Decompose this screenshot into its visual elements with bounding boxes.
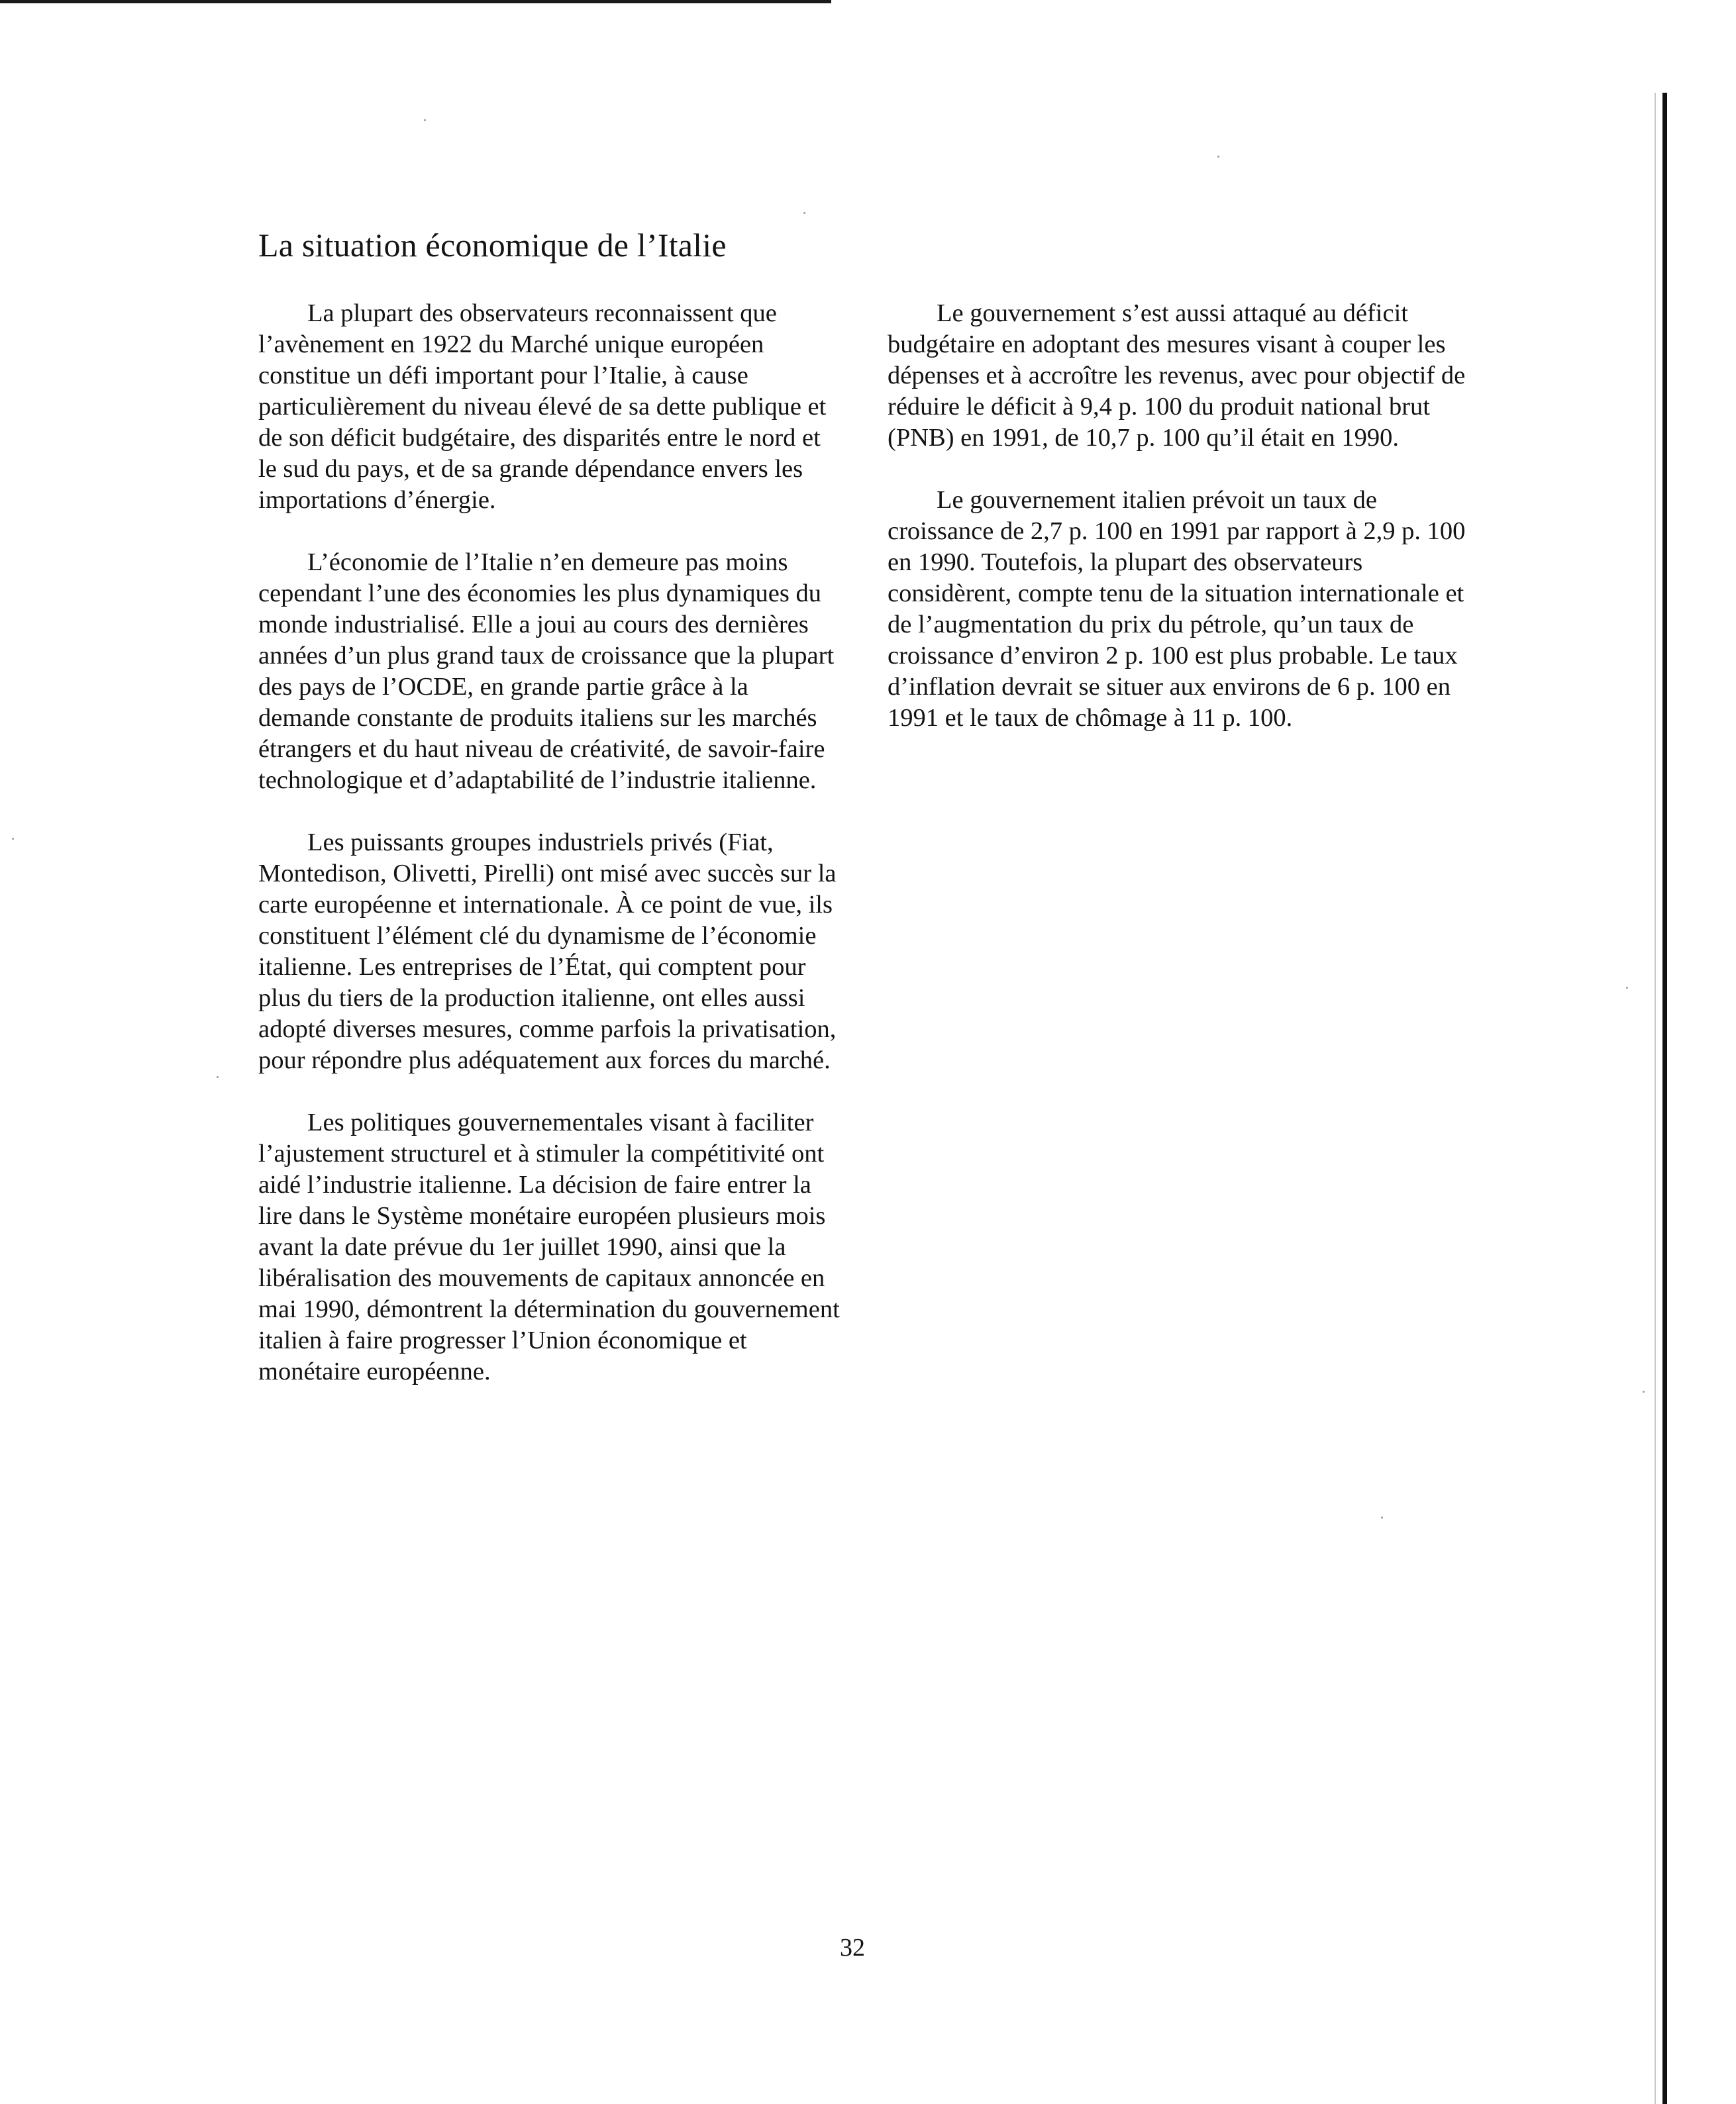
scan-speck — [1643, 1391, 1645, 1393]
scan-speck — [1626, 987, 1628, 989]
paragraph: Les puissants groupes industriels privés (Fiat, Montedison, Olivetti, Pirelli) ont misé avec succès sur la carte européenne et internationale. À ce point de vue, ils constituent l’élément clé du dynamisme de l’économie italienne. Les entreprises de l’État, qui comptent pour plus du tiers de la production italienne, ont elles aussi adopté diverses mesures, comme parfois la privatisation, pour répondre plus adéquatement aux forces du marché. — [258, 828, 837, 1074]
scan-speck — [217, 1076, 219, 1078]
paragraph: La plupart des observateurs reconnaissent que l’avènement en 1922 du Marché unique européen constitue un défi important pour l’Italie, à cause particulièrement du niveau élevé de sa dette publique et de son déficit budgétaire, des disparités entre le nord et le sud du pays, et de sa grande dépendance envers les importations d’énergie. — [258, 299, 827, 514]
right-column — [888, 298, 1484, 765]
page-number: 32 — [840, 1934, 865, 1962]
paragraph: Le gouvernement s’est aussi attaqué au déficit budgétaire en adoptant des mesures visant à couper les dépenses et à accroître les revenus, avec pour objectif de réduire le déficit à 9,4 p. 100 du produit national brut (PNB) en 1991, de 10,7 p. 100 qu’il était en 1990. — [888, 299, 1466, 452]
paragraph: Les politiques gouvernementales visant à faciliter l’ajustement structurel et à stimuler la compétitivité ont aidé l’industrie italienne. La décision de faire entrer la lire dans le Système monétaire européen plusieurs mois avant la date prévue du 1er juillet 1990, ainsi que la libéralisation des mouvements de capitaux annoncée en mai 1990, démontrent la détermination du gouvernement italien à faire progresser l’Union économique et monétaire européenne. — [258, 1109, 840, 1385]
right-border-rule — [1662, 93, 1667, 2104]
scan-speck — [803, 212, 805, 214]
left-column — [258, 298, 841, 1419]
scan-speck — [1381, 1517, 1383, 1519]
page-title: La situation économique de l’Italie — [258, 226, 727, 264]
scan-speck — [424, 119, 426, 121]
paragraph: L’économie de l’Italie n’en demeure pas moins cependant l’une des économies les plus dynamiques du monde industrialisé. Elle a joui au cours des dernières années d’un plus grand taux de croissance que la plupart des pays de l’OCDE, en grande partie grâce à la demande constante de produits italiens sur les marchés étrangers et du haut niveau de créativité, de savoir-faire technologique et d’adaptabilité de l’industrie italienne. — [258, 548, 835, 794]
paragraph: Le gouvernement italien prévoit un taux de croissance de 2,7 p. 100 en 1991 par rapport à 2,9 p. 100 en 1990. Toutefois, la plupart des observateurs considèrent, compte tenu de la situation internationale et de l’augmentation du prix du pétrole, qu’un taux de croissance d’environ 2 p. 100 est plus probable. Le taux d’inflation devrait se situer aux environs de 6 p. 100 en 1991 et le taux de chômage à 11 p. 100. — [888, 486, 1466, 732]
scan-speck — [1217, 156, 1219, 158]
right-border-shadow — [1655, 93, 1656, 2104]
top-border-rule — [0, 0, 831, 3]
scan-speck — [12, 838, 14, 840]
